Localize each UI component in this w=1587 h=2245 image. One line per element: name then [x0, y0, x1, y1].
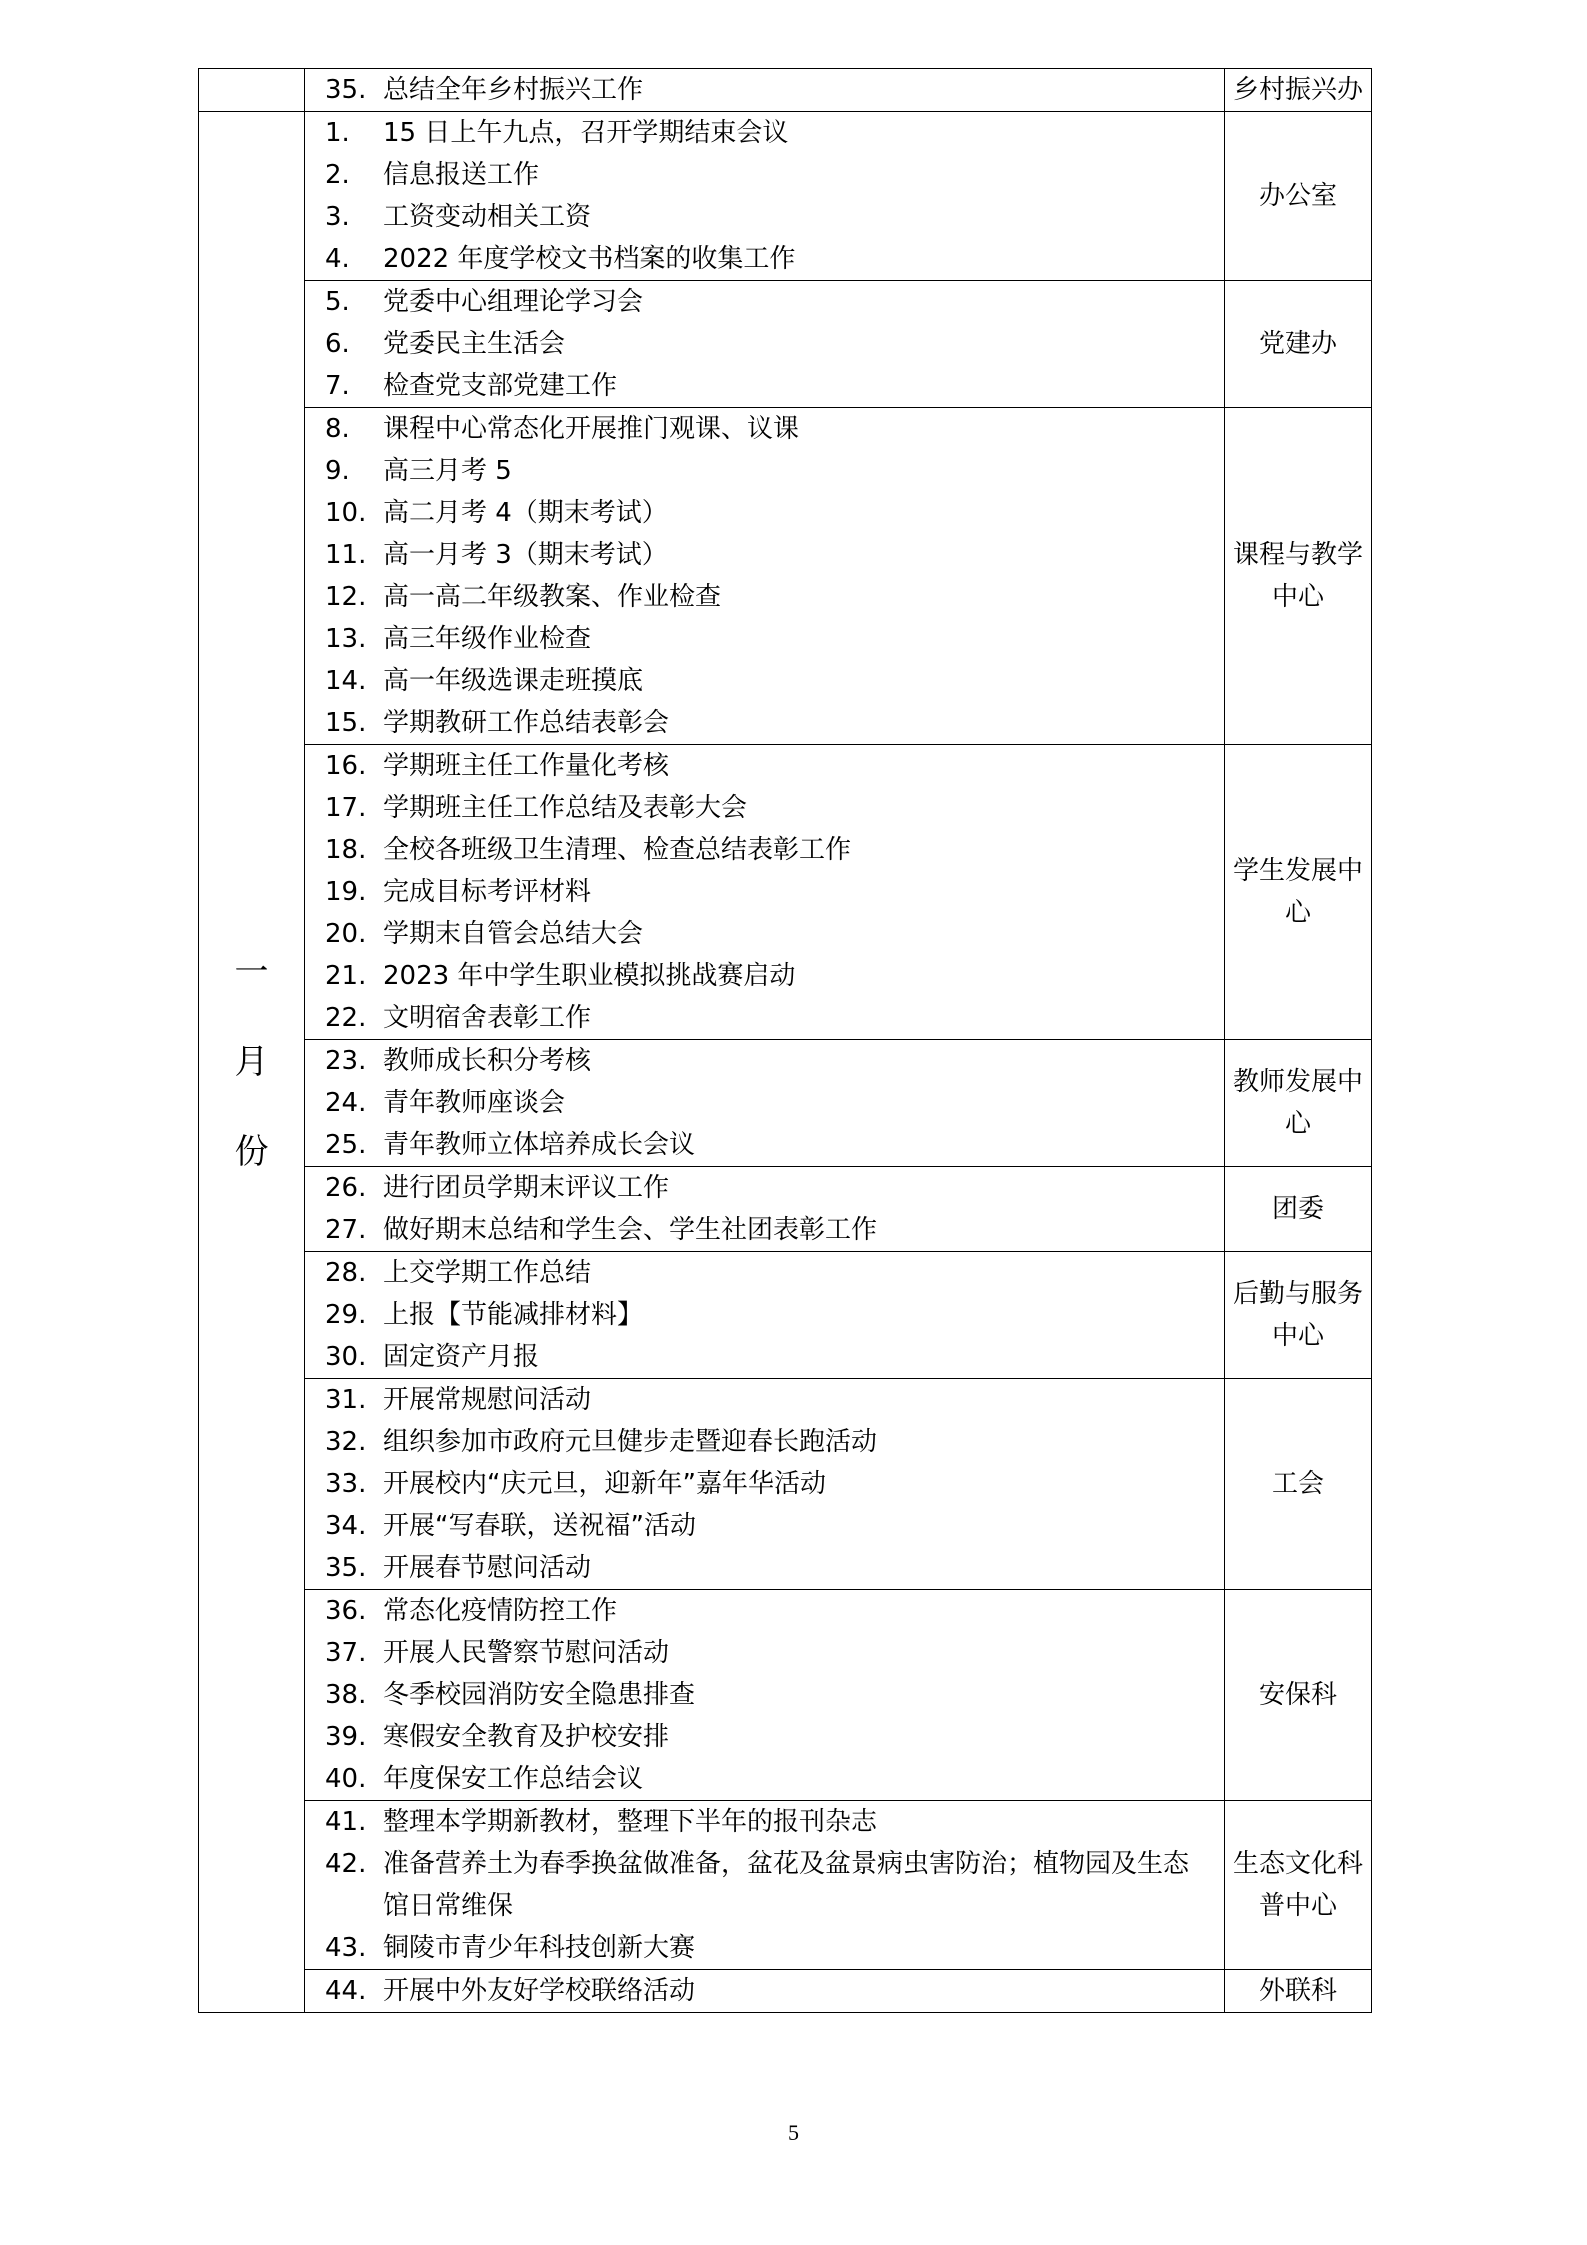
task-text: 上报【节能减排材料】 — [383, 1300, 644, 1330]
task-number: 1. — [325, 118, 350, 148]
task-number: 36. — [325, 1596, 367, 1626]
task-item — [305, 1124, 1224, 1166]
tasks-cell — [305, 112, 1225, 281]
department-cell: 办公室 — [1225, 112, 1372, 281]
task-text: 上交学期工作总结 — [383, 1258, 592, 1288]
task-text: 党委民主生活会 — [383, 329, 566, 359]
task-text: 信息报送工作 — [383, 160, 540, 190]
tasks-cell — [305, 1167, 1225, 1252]
table-row — [199, 281, 1372, 408]
table-row — [199, 112, 1372, 281]
task-number: 7. — [325, 371, 350, 401]
task-number: 24. — [325, 1088, 367, 1118]
task-number: 18. — [325, 835, 367, 865]
task-number: 4. — [325, 244, 350, 274]
task-text: 组织参加市政府元旦健步走暨迎春长跑活动 — [383, 1427, 878, 1457]
task-text: 准备营养土为春季换盆做准备，盆花及盆景病虫害防治；植物园及生态馆日常维保 — [383, 1849, 1190, 1921]
task-number: 37. — [325, 1638, 367, 1668]
task-number: 39. — [325, 1722, 367, 1752]
task-item — [305, 1294, 1224, 1336]
task-text: 冬季校园消防安全隐患排查 — [383, 1680, 696, 1710]
task-item — [305, 1505, 1224, 1547]
task-number: 34. — [325, 1511, 367, 1541]
task-number: 41. — [325, 1807, 367, 1837]
task-number: 29. — [325, 1300, 367, 1330]
table-row — [199, 1801, 1372, 1970]
task-text: 学期末自管会总结大会 — [383, 919, 644, 949]
department-cell: 课程与教学中心 — [1225, 408, 1372, 745]
tasks-cell — [305, 408, 1225, 745]
task-text: 高一年级选课走班摸底 — [383, 666, 644, 696]
task-number: 6. — [325, 329, 350, 359]
tasks-cell — [305, 745, 1225, 1040]
task-text: 开展春节慰问活动 — [383, 1553, 592, 1583]
department-cell: 工会 — [1225, 1379, 1372, 1590]
task-text: 党委中心组理论学习会 — [383, 287, 644, 317]
tasks-cell — [305, 1970, 1225, 2013]
task-number: 26. — [325, 1173, 367, 1203]
task-item — [305, 997, 1224, 1039]
task-item — [305, 365, 1224, 407]
task-number: 43. — [325, 1933, 367, 1963]
task-text: 常态化疫情防控工作 — [383, 1596, 618, 1626]
task-item — [305, 112, 1224, 154]
task-number: 35. — [325, 1553, 367, 1583]
page-number: 5 — [788, 2120, 799, 2145]
department-cell: 安保科 — [1225, 1590, 1372, 1801]
task-item — [305, 1547, 1224, 1589]
task-text: 总结全年乡村振兴工作 — [383, 75, 644, 105]
task-number: 8. — [325, 414, 350, 444]
department-cell: 乡村振兴办 — [1225, 69, 1372, 112]
tasks-cell — [305, 1252, 1225, 1379]
task-item — [305, 1674, 1224, 1716]
task-item — [305, 1801, 1224, 1843]
task-number: 21. — [325, 961, 367, 991]
task-text: 学期班主任工作量化考核 — [383, 751, 670, 781]
tasks-cell — [305, 1801, 1225, 1970]
table-row — [199, 1040, 1372, 1167]
task-number: 25. — [325, 1130, 367, 1160]
task-number: 10. — [325, 498, 367, 528]
task-item — [305, 1209, 1224, 1251]
tasks-cell — [305, 1379, 1225, 1590]
work-plan-table-body — [199, 69, 1372, 2013]
task-text: 做好期末总结和学生会、学生社团表彰工作 — [383, 1215, 878, 1245]
task-text: 开展人民警察节慰问活动 — [383, 1638, 670, 1668]
task-number: 27. — [325, 1215, 367, 1245]
department-cell: 外联科 — [1225, 1970, 1372, 2013]
task-text: 整理本学期新教材，整理下半年的报刊杂志 — [383, 1807, 878, 1837]
department-cell: 学生发展中心 — [1225, 745, 1372, 1040]
task-item — [305, 281, 1224, 323]
task-text: 检查党支部党建工作 — [383, 371, 618, 401]
task-text: 高三月考 5 — [383, 456, 512, 486]
task-text: 2022 年度学校文书档案的收集工作 — [383, 244, 796, 274]
month-label: 一 月 份 — [234, 952, 269, 1172]
task-item — [305, 702, 1224, 744]
task-item — [305, 1632, 1224, 1674]
task-item — [305, 450, 1224, 492]
table-row — [199, 745, 1372, 1040]
table-row — [199, 1252, 1372, 1379]
task-item — [305, 1040, 1224, 1082]
task-number: 40. — [325, 1764, 367, 1794]
task-number: 44. — [325, 1976, 367, 2006]
task-text: 课程中心常态化开展推门观课、议课 — [383, 414, 800, 444]
month-cell — [199, 69, 305, 112]
task-number: 17. — [325, 793, 367, 823]
task-item — [305, 323, 1224, 365]
work-plan-table — [198, 68, 1372, 2013]
task-item — [305, 955, 1224, 997]
task-number: 15. — [325, 708, 367, 738]
department-cell: 团委 — [1225, 1167, 1372, 1252]
tasks-cell — [305, 1040, 1225, 1167]
task-text: 开展“写春联，送祝福”活动 — [383, 1511, 696, 1541]
task-text: 2023 年中学生职业模拟挑战赛启动 — [383, 961, 796, 991]
task-number: 33. — [325, 1469, 367, 1499]
task-item — [305, 1421, 1224, 1463]
task-text: 高二月考 4（期末考试） — [383, 498, 668, 528]
task-text: 完成目标考评材料 — [383, 877, 592, 907]
task-item — [305, 618, 1224, 660]
table-row — [199, 69, 1372, 112]
task-item — [305, 576, 1224, 618]
tasks-cell — [305, 281, 1225, 408]
department-cell: 后勤与服务中心 — [1225, 1252, 1372, 1379]
task-text: 固定资产月报 — [383, 1342, 540, 1372]
task-number: 13. — [325, 624, 367, 654]
task-text: 工资变动相关工资 — [383, 202, 592, 232]
task-number: 14. — [325, 666, 367, 696]
tasks-cell — [305, 1590, 1225, 1801]
task-number: 38. — [325, 1680, 367, 1710]
task-number: 3. — [325, 202, 350, 232]
task-item — [305, 1758, 1224, 1800]
task-number: 16. — [325, 751, 367, 781]
task-text: 学期班主任工作总结及表彰大会 — [383, 793, 748, 823]
task-text: 高一月考 3（期末考试） — [383, 540, 668, 570]
tasks-cell — [305, 69, 1225, 112]
task-number: 2. — [325, 160, 350, 190]
task-text: 全校各班级卫生清理、检查总结表彰工作 — [383, 835, 852, 865]
task-item — [305, 1927, 1224, 1969]
task-number: 35. — [325, 75, 367, 105]
task-item — [305, 534, 1224, 576]
task-text: 寒假安全教育及护校安排 — [383, 1722, 670, 1752]
task-text: 教师成长积分考核 — [383, 1046, 592, 1076]
task-item — [305, 238, 1224, 280]
task-text: 高三年级作业检查 — [383, 624, 592, 654]
task-text: 铜陵市青少年科技创新大赛 — [383, 1933, 696, 1963]
task-number: 42. — [325, 1849, 367, 1879]
task-item — [305, 1463, 1224, 1505]
task-item — [305, 1336, 1224, 1378]
task-number: 9. — [325, 456, 350, 486]
table-row — [199, 1970, 1372, 2013]
task-text: 高一高二年级教案、作业检查 — [383, 582, 722, 612]
task-item — [305, 871, 1224, 913]
department-cell: 教师发展中心 — [1225, 1040, 1372, 1167]
task-number: 32. — [325, 1427, 367, 1457]
task-text: 年度保安工作总结会议 — [383, 1764, 644, 1794]
task-number: 31. — [325, 1385, 367, 1415]
task-text: 15 日上午九点，召开学期结束会议 — [383, 118, 789, 148]
task-number: 11. — [325, 540, 367, 570]
table-row — [199, 1590, 1372, 1801]
task-number: 20. — [325, 919, 367, 949]
task-text: 文明宿舍表彰工作 — [383, 1003, 592, 1033]
task-text: 进行团员学期末评议工作 — [383, 1173, 670, 1203]
task-item — [305, 154, 1224, 196]
task-item — [305, 408, 1224, 450]
task-number: 19. — [325, 877, 367, 907]
task-item — [305, 1082, 1224, 1124]
task-text: 学期教研工作总结表彰会 — [383, 708, 670, 738]
task-number: 30. — [325, 1342, 367, 1372]
task-text: 青年教师立体培养成长会议 — [383, 1130, 696, 1160]
department-cell: 党建办 — [1225, 281, 1372, 408]
task-text: 青年教师座谈会 — [383, 1088, 566, 1118]
table-row — [199, 408, 1372, 745]
task-item — [305, 1843, 1224, 1927]
task-item — [305, 829, 1224, 871]
task-item — [305, 196, 1224, 238]
task-item — [305, 1167, 1224, 1209]
task-item — [305, 1590, 1224, 1632]
task-item — [305, 1379, 1224, 1421]
task-text: 开展常规慰问活动 — [383, 1385, 592, 1415]
task-item — [305, 492, 1224, 534]
table-row — [199, 1167, 1372, 1252]
task-number: 28. — [325, 1258, 367, 1288]
task-item — [305, 1970, 1224, 2012]
task-item — [305, 69, 1224, 111]
task-item — [305, 660, 1224, 702]
task-number: 5. — [325, 287, 350, 317]
task-text: 开展中外友好学校联络活动 — [383, 1976, 696, 2006]
month-cell — [199, 112, 305, 2013]
task-number: 23. — [325, 1046, 367, 1076]
task-number: 22. — [325, 1003, 367, 1033]
department-cell: 生态文化科普中心 — [1225, 1801, 1372, 1970]
task-item — [305, 745, 1224, 787]
table-row — [199, 1379, 1372, 1590]
task-item — [305, 1716, 1224, 1758]
task-item — [305, 913, 1224, 955]
task-item — [305, 787, 1224, 829]
task-number: 12. — [325, 582, 367, 612]
task-item — [305, 1252, 1224, 1294]
task-text: 开展校内“庆元旦，迎新年”嘉年华活动 — [383, 1469, 826, 1499]
